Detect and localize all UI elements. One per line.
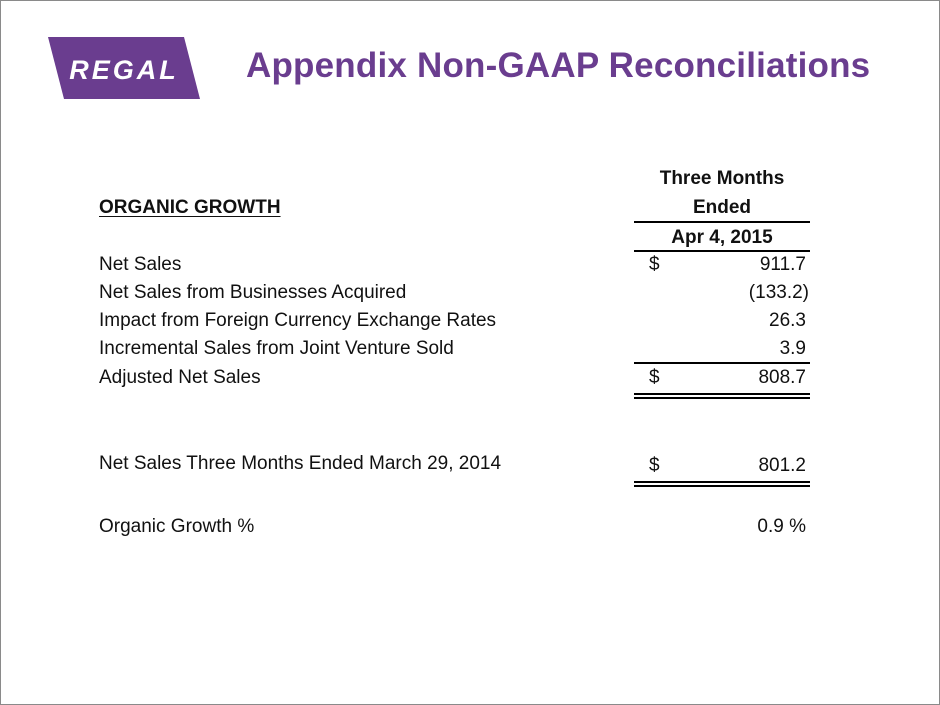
header-date-rule: [634, 250, 810, 252]
column-header-line1: Three Months: [659, 168, 785, 189]
row-label-fx-impact: Impact from Foreign Currency Exchange Rates: [99, 310, 497, 331]
row-value-fx-impact: 26.3: [769, 310, 806, 331]
row-value-joint-venture: 3.9: [779, 338, 806, 359]
row-value-adjusted-net-sales: 808.7: [758, 367, 806, 388]
total-double-rule-top: [634, 393, 810, 395]
row-label-adjusted-net-sales: Adjusted Net Sales: [99, 367, 261, 388]
row-value-net-sales: 911.7: [759, 254, 806, 275]
row-value-prior-period: 801.2: [758, 455, 806, 476]
row-label-businesses-acquired: Net Sales from Businesses Acquired: [99, 282, 407, 303]
row-currency-net-sales: $: [649, 254, 660, 275]
section-title: ORGANIC GROWTH: [99, 197, 281, 218]
prior-double-rule-bottom: [634, 485, 810, 487]
row-label-net-sales: Net Sales: [99, 254, 182, 275]
column-header-date: Apr 4, 2015: [671, 227, 773, 248]
logo-text: REGAL: [69, 55, 179, 85]
total-double-rule-bottom: [634, 397, 810, 399]
row-label-organic-growth: Organic Growth %: [99, 516, 255, 537]
row-value-organic-growth: 0.9 %: [757, 516, 806, 537]
subtotal-rule: [634, 362, 810, 364]
header-rule: [634, 221, 810, 223]
prior-double-rule-top: [634, 481, 810, 483]
row-value-businesses-acquired: (133.2): [748, 282, 809, 303]
row-currency-prior-period: $: [649, 455, 660, 476]
page-title: Appendix Non-GAAP Reconciliations: [246, 46, 871, 85]
column-header-line2: Ended: [692, 197, 752, 218]
row-label-joint-venture: Incremental Sales from Joint Venture Sold: [99, 338, 454, 359]
row-label-prior-period: Net Sales Three Months Ended March 29, 2014: [99, 453, 502, 474]
row-currency-adjusted-net-sales: $: [649, 367, 660, 388]
regal-logo: [48, 37, 200, 99]
